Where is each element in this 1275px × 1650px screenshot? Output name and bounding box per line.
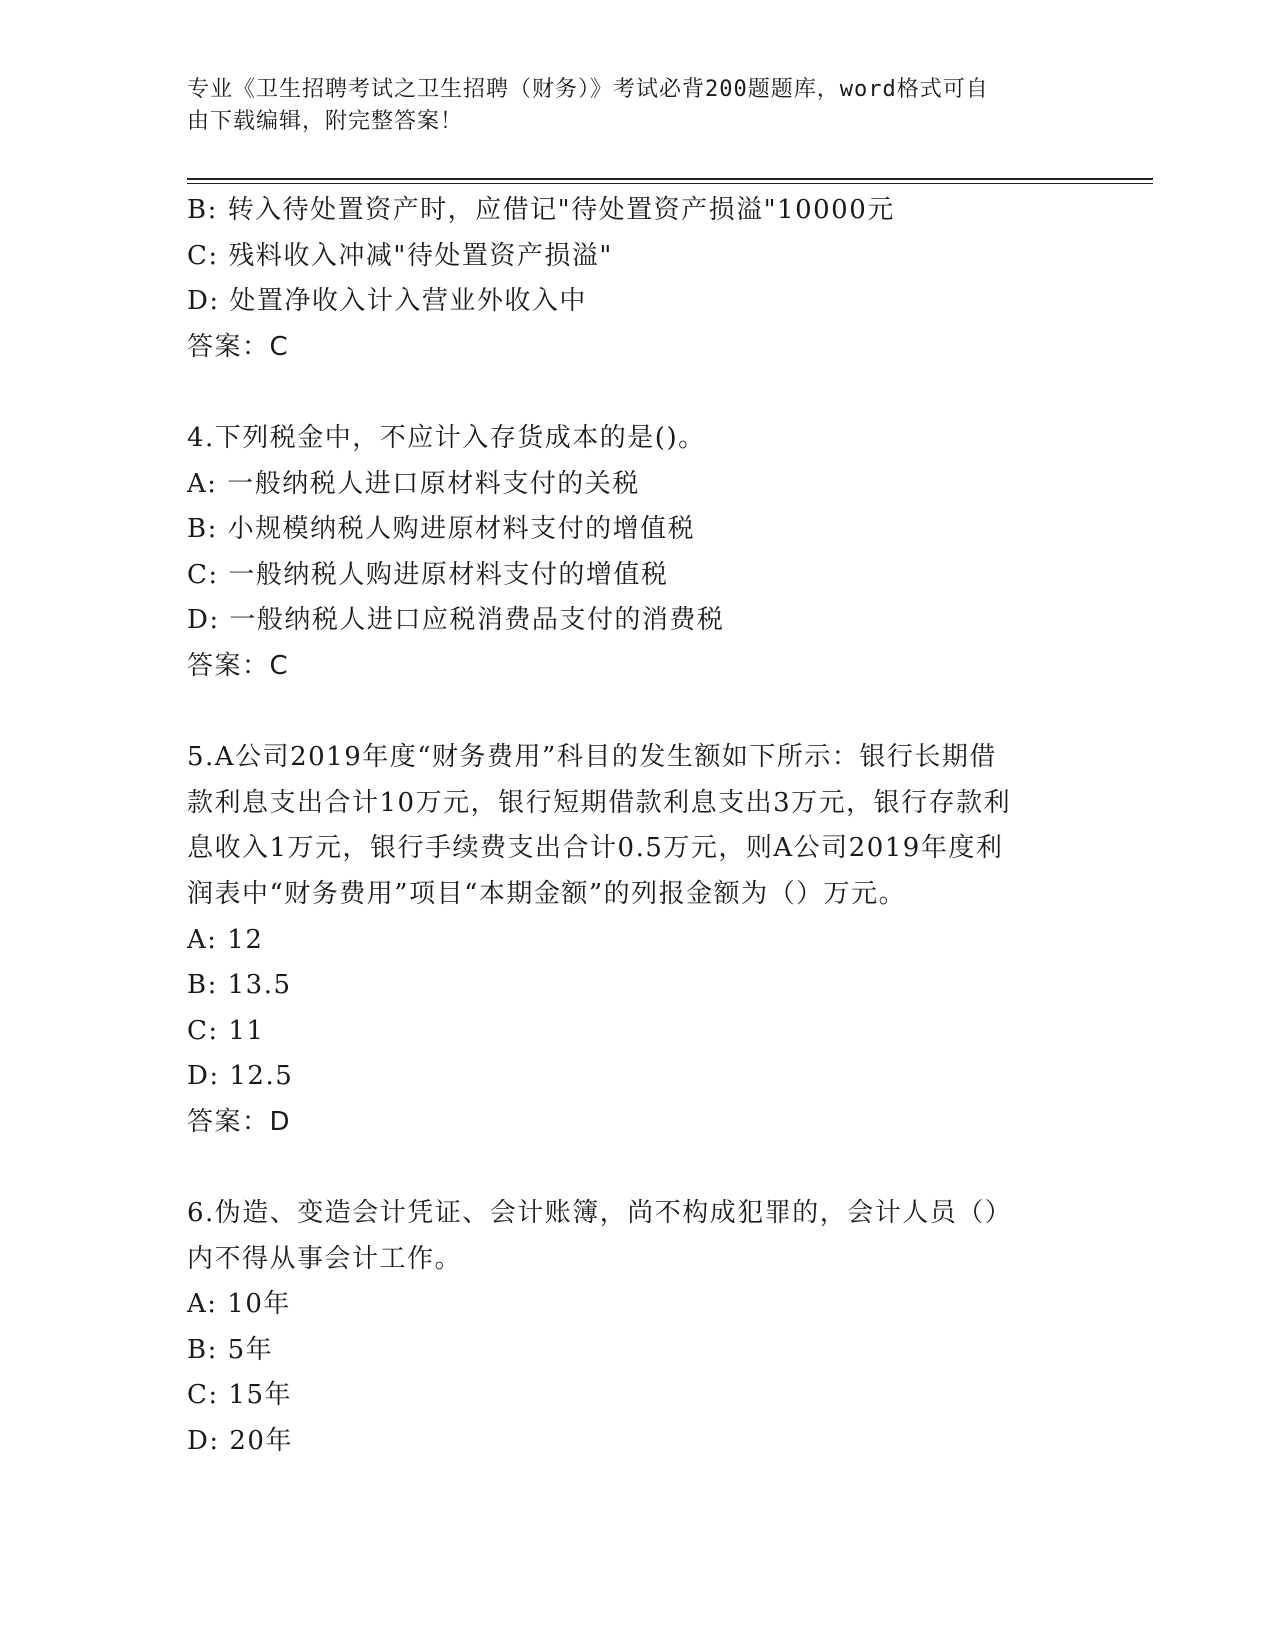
q5-answer: 答案：D [187, 1106, 292, 1137]
header-line-1: 专业《卫生招聘考试之卫生招聘（财务）》考试必背200题题库，word格式可自 [187, 77, 989, 102]
header-rule-thick [187, 178, 1153, 180]
spacer [187, 690, 1087, 736]
q5-option-d: D: 12.5 [187, 1061, 294, 1092]
q4-option-b: B: 小规模纳税人购进原材料支付的增值税 [187, 514, 696, 545]
q5-stem-line-3: 息收入1万元，银行手续费支出合计0.5万元，则A公司2019年度利 [187, 833, 1004, 864]
q4-option-a: A: 一般纳税人进口原材料支付的关税 [187, 468, 640, 499]
q6-stem-line-1: 6.伪造、变造会计凭证、会计账簿，尚不构成犯罪的，会计人员（） [187, 1198, 1013, 1229]
question-5 [187, 735, 1087, 1145]
question-6 [187, 1191, 1087, 1465]
q5-option-a: A: 12 [187, 924, 264, 955]
q6-option-b: B: 5年 [187, 1334, 274, 1365]
q4-option-c: C: 一般纳税人购进原材料支付的增值税 [187, 559, 669, 590]
q5-option-c: C: 11 [187, 1015, 265, 1046]
q4-stem: 4.下列税金中，不应计入存货成本的是()。 [187, 422, 706, 453]
q6-option-a: A: 10年 [187, 1289, 291, 1320]
q5-stem-line-2: 款利息支出合计10万元，银行短期借款利息支出3万元，银行存款利 [187, 787, 1012, 818]
question-3-tail [187, 188, 1087, 370]
q4-option-d: D: 一般纳税人进口应税消费品支付的消费税 [187, 605, 725, 636]
q3-option-b: B: 转入待处置资产时，应借记"待处置资产损溢"10000元 [187, 195, 895, 225]
q5-stem-line-4: 润表中“财务费用”项目“本期金额”的列报金额为（）万元。 [187, 878, 907, 909]
spacer [187, 1145, 1087, 1191]
q3-answer: 答案：C [187, 331, 290, 362]
q5-stem-line-1: 5.A公司2019年度“财务费用”科目的发生额如下所示：银行长期借 [187, 742, 997, 773]
header-rule-thin [187, 183, 1153, 184]
q3-option-c: C: 残料收入冲减"待处置资产损溢" [187, 240, 613, 271]
q4-answer: 答案：C [187, 650, 290, 681]
q3-option-d: D: 处置净收入计入营业外收入中 [187, 286, 587, 317]
document-body [187, 188, 1087, 1465]
header-line-2: 由下载编辑，附完整答案！ [187, 109, 464, 134]
q6-stem-line-2: 内不得从事会计工作。 [187, 1243, 463, 1274]
q6-option-c: C: 15年 [187, 1380, 293, 1411]
question-4 [187, 416, 1087, 690]
document-header [187, 74, 1067, 138]
q6-option-d: D: 20年 [187, 1426, 293, 1457]
spacer [187, 370, 1087, 416]
q5-option-b: B: 13.5 [187, 970, 292, 1001]
